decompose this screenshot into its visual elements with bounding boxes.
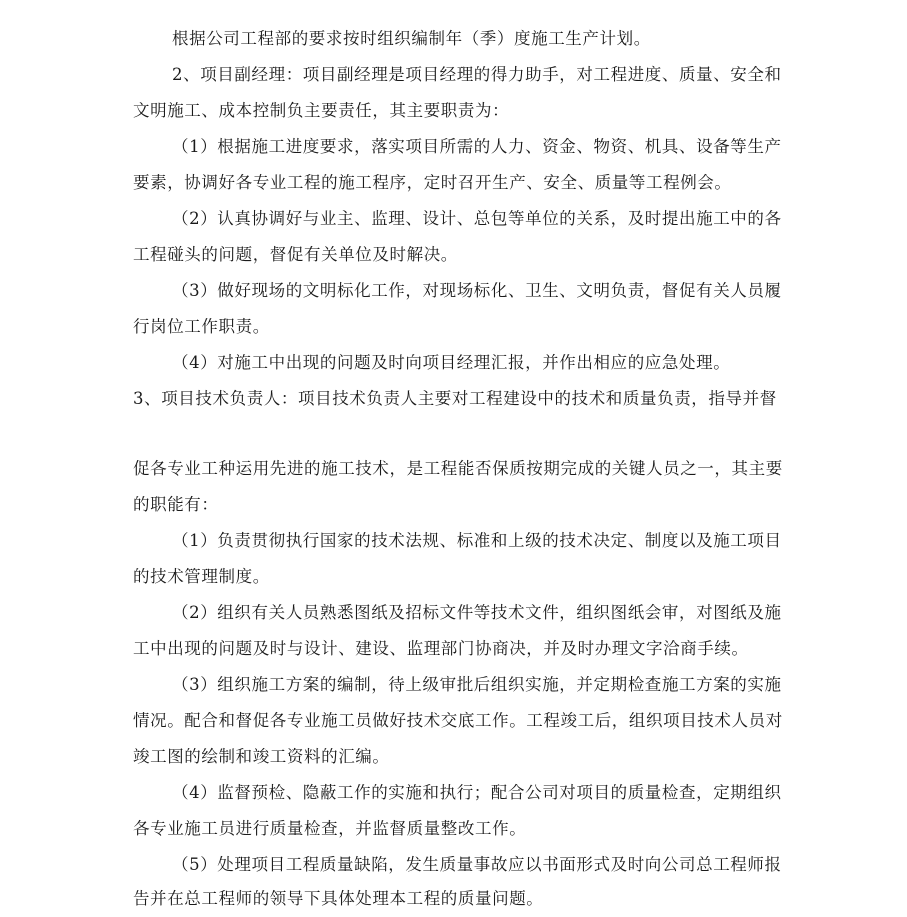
text-line: 促各专业工种运用先进的施工技术，是工程能否保质按期完成的关键人员之一，其主要 xyxy=(133,459,783,478)
text-line: 竣工图的绘制和竣工资料的汇编。 xyxy=(133,747,390,766)
list-item: （1）根据施工进度要求，落实项目所需的人力、资金、物资、机具、设备等生产 xyxy=(172,137,782,156)
text-line: 告并在总工程师的领导下具体处理本工程的质量问题。 xyxy=(133,889,544,908)
list-item: （3）做好现场的文明标化工作，对现场标化、卫生、文明负责，督促有关人员履 xyxy=(172,281,782,300)
list-item: （4）监督预检、隐蔽工作的实施和执行；配合公司对项目的质量检查，定期组织 xyxy=(172,783,782,802)
section-heading-technical-lead: 3、项目技术负责人：项目技术负责人主要对工程建设中的技术和质量负责，指导并督 xyxy=(133,389,777,408)
text-line: 要素，协调好各专业工程的施工程序，定时召开生产、安全、质量等工程例会。 xyxy=(133,173,732,192)
list-item: （2）认真协调好与业主、监理、设计、总包等单位的关系，及时提出施工中的各 xyxy=(172,209,782,228)
section-heading-deputy-manager: 2、项目副经理：项目副经理是项目经理的得力助手，对工程进度、质量、安全和 xyxy=(172,65,782,84)
text-line: 的技术管理制度。 xyxy=(133,567,270,586)
text-line: 各专业施工员进行质量检查，并监督质量整改工作。 xyxy=(133,819,527,838)
list-item: （1）负责贯彻执行国家的技术法规、标准和上级的技术决定、制度以及施工项目 xyxy=(172,531,782,550)
list-item: （2）组织有关人员熟悉图纸及招标文件等技术文件，组织图纸会审，对图纸及施 xyxy=(172,603,782,622)
list-item: （4）对施工中出现的问题及时向项目经理汇报，并作出相应的应急处理。 xyxy=(172,353,731,372)
text-line: 文明施工、成本控制负主要责任，其主要职责为： xyxy=(133,101,510,120)
text-line: 工中出现的问题及时与设计、建设、监理部门协商决，并及时办理文字洽商手续。 xyxy=(133,639,749,658)
text-line: 根据公司工程部的要求按时组织编制年（季）度施工生产计划。 xyxy=(172,29,651,48)
text-line: 的职能有： xyxy=(133,495,219,514)
text-line: 行岗位工作职责。 xyxy=(133,317,270,336)
list-item: （5）处理项目工程质量缺陷，发生质量事故应以书面形式及时向公司总工程师报 xyxy=(172,855,782,874)
list-item: （3）组织施工方案的编制，待上级审批后组织实施，并定期检查施工方案的实施 xyxy=(172,675,782,694)
text-line: 工程碰头的问题，督促有关单位及时解决。 xyxy=(133,245,458,264)
text-line: 情况。配合和督促各专业施工员做好技术交底工作。工程竣工后，组织项目技术人员对 xyxy=(133,711,783,730)
